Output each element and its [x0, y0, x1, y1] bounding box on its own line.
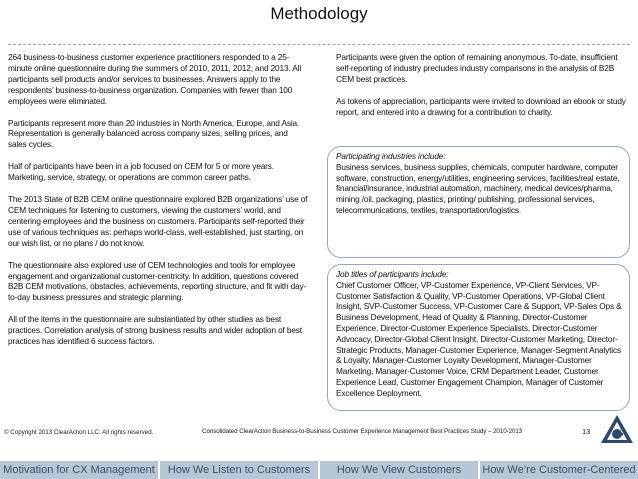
left-paragraph: Half of participants have been in a job focused on CEM for 5 or more years. Marketing, service, strategy, or operations are common career paths.	[8, 161, 274, 183]
left-paragraph: The 2013 State of B2B CEM online questionnaire explored B2B organizations’ use of CEM techniques for listening to customers, viewing the customers’ world, and centering employees and the business on customers. Participants self-reported their use of various techniques as: perhaps world-class, well-established, just starting, on our wish list, or no plans / do not know.	[8, 194, 308, 248]
slide-footer	[0, 423, 638, 443]
right-column	[336, 52, 628, 129]
nav-tab-motivation[interactable]: Motivation for CX Management	[0, 461, 158, 479]
left-paragraph: Participants represent more than 20 industries in North America, Europe, and Asia. Representation is generally balanced across company sizes, selling prices, and sales cycles.	[8, 117, 300, 150]
job-titles-box	[327, 264, 630, 411]
industries-text: Business services, business supplies, chemicals, computer hardware, computer software, construction, energy/utilities, engineering services, facilities/real estate, financial/insurance, industrial automation, machinery, medical devices/pharma, mining /oil, packaging, plastics, printing/ publishing, professional services, telecommunications, textiles, transportation/logistics.	[336, 161, 620, 215]
clearaction-logo-icon	[600, 414, 634, 444]
copyright-text: © Copyright 2013 ClearAction LLC. All rights reserved.	[4, 429, 154, 436]
industries-box	[327, 146, 630, 258]
title-divider	[8, 44, 630, 45]
left-paragraph: All of the items in the questionnaire are substantiated by other studies as best practices. Correlation analysis of strong business results and wider adoption of best practices has identified 6 success factors.	[8, 314, 302, 347]
job-titles-text: Chief Customer Officer, VP-Customer Experience, VP-Client Services, VP-Customer Satisfaction & Quality, VP-Customer Operations, VP-Global Client Insight, SVP-Customer Success, VP-Customer Care & Support, VP-Sales Ops & Business Development, Head of Quality & Planning, Director-Customer Experience, Director-Customer Experience Specialists, Director-Customer Advocacy, Director-Global Client Insight, Director-Customer Marketing, Director-Strategic Products, Manager-Customer Experience, Manager-Segment Analytics & Loyalty, Manager-Customer Loyalty Development, Manager-Customer Marketing, Manager-Customer Voice, CRM Department Leader, Customer Experience Lead, Customer Engagement Champion, Manager of Customer Excellence Deployment.	[336, 279, 622, 398]
right-paragraph: As tokens of appreciation, participants were invited to download an ebook or study report, and entered into a drawing for a contribution to charity.	[336, 95, 626, 117]
job-titles-heading: Job titles of participants include:	[336, 269, 449, 279]
slide-title: Methodology	[270, 4, 368, 23]
left-column	[8, 52, 308, 358]
nav-tab-view[interactable]: How We View Customers	[320, 461, 478, 479]
section-nav-bar	[0, 461, 638, 479]
right-paragraph: Participants were given the option of remaining anonymous. To-date, insufficient self-reporting of industry precludes industry comparisons in the analysis of B2B CEM best practices.	[336, 52, 618, 84]
nav-tab-listen[interactable]: How We Listen to Customers	[160, 461, 318, 479]
nav-tab-centered[interactable]: How We’re Customer-Centered	[480, 461, 638, 479]
left-paragraph: The questionnaire also explored use of CEM technologies and tools for employee engagement and organizational customer-centricity. In addition, questions covered B2B CEM motivations, obstacles, achievements, reporting structure, and fit with day-to-day business pressures and strategic planning.	[8, 259, 307, 303]
page-number: 13	[582, 427, 591, 436]
industries-heading: Participating industries include:	[336, 151, 446, 161]
left-paragraph: 264 business-to-business customer experience practitioners responded to a 25-minute online questionnaire during the summers of 2010, 2011, 2012, and 2013. All participants sell products and/or services to businesses. Answers apply to the respondents’ business-to-business organization. Companies with fewer than 100 employees were eliminated.	[8, 52, 302, 106]
study-footnote: Consolidated ClearAction Business-to-Business Customer Experience Management Best Practices Study – 2010-2013	[202, 428, 523, 435]
